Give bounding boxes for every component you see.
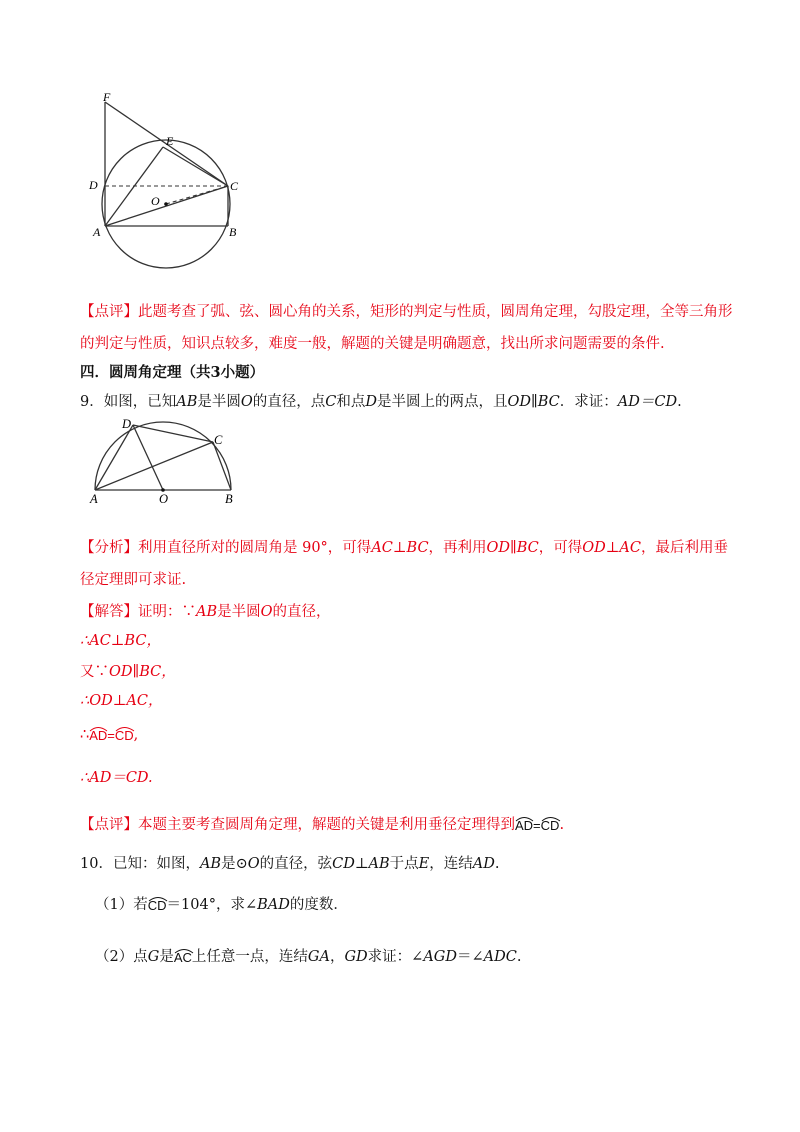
label-o: O [151, 194, 160, 208]
q10-end: . [494, 856, 500, 872]
label-a: A [90, 492, 98, 506]
label-b: B [225, 492, 233, 506]
solution-intro: 证明：∵ [138, 604, 196, 620]
comment-2 [80, 813, 564, 834]
q9-c: C [325, 394, 337, 410]
solution-step-2 [80, 660, 176, 681]
q10-part-2-end: . [516, 949, 522, 965]
q10-part-1-angle: BAD [257, 897, 290, 913]
solution-tag: 【解答】 [80, 604, 138, 620]
q9-text [80, 390, 682, 411]
q10-part-1-text: ＝104°，求∠ [166, 897, 258, 913]
q9-number: 9． [80, 394, 104, 410]
solution-intro-c: 的直径， [272, 604, 331, 620]
q9-text-c: 的直径，点 [252, 394, 326, 410]
solution-o: O [260, 604, 273, 620]
label-e: E [166, 134, 174, 148]
q10-part-1 [95, 893, 348, 914]
q10-number: 10． [80, 856, 113, 872]
analysis-text-c: ，再利用 [428, 540, 487, 556]
q9-ab: AB [176, 394, 198, 410]
q10-ab: AB [199, 856, 222, 872]
q9-text-f: ．求证： [559, 394, 618, 410]
comment-2-arc-equation: AD=CD [515, 816, 559, 832]
solution-step-1: ∴AC⊥BC， [80, 633, 161, 649]
arc-mark [148, 894, 168, 902]
q10-part-1-end: 的度数． [289, 897, 348, 913]
q9-text-b: 是半圆 [197, 394, 241, 410]
comment-1-tag: 【点评】 [80, 304, 138, 320]
q10-part-2-ga: GA [307, 949, 330, 965]
q10-ad: AD [472, 856, 495, 872]
q9-goal: AD＝CD [617, 394, 678, 410]
segment-ac [95, 442, 213, 490]
q10-part-2 [95, 945, 521, 966]
solution-step-5: ∴AD＝CD. [80, 770, 153, 786]
q9-condition: OD∥BC [507, 394, 560, 410]
q9-o: O [240, 394, 253, 410]
q10-part-2-agd: AGD [423, 949, 458, 965]
label-c: C [230, 179, 239, 193]
figure-1 [80, 88, 260, 273]
q10-arc-cd: CD [148, 896, 167, 912]
comment-2-tag: 【点评】 [80, 817, 138, 833]
analysis-od-ac: OD⊥AC [582, 540, 641, 556]
q9-text-a: 如图，已知 [103, 394, 177, 410]
figure-2 [85, 412, 240, 508]
label-b: B [229, 225, 237, 239]
q10-text [80, 852, 499, 873]
arc-marks [89, 724, 135, 732]
analysis-text-a: 利用直径所对的圆周角是 90°，可得 [138, 540, 372, 556]
arc-mark [174, 946, 194, 954]
q9-d: D [365, 394, 378, 410]
q9-text-d: 和点 [336, 394, 366, 410]
comment-1-text-2: 的判定与性质，知识点较多，难度一般，解题的关键是明确题意，找出所求问题需要的条件. [80, 336, 665, 352]
segment-cb [213, 442, 231, 490]
q10-arc-ac: AC [174, 948, 192, 964]
q9-text-e: 是半圆上的两点，且 [377, 394, 508, 410]
solution-step-4-prefix: ∴ [80, 727, 90, 743]
analysis-od-bc: OD∥BC [486, 540, 539, 556]
solution-intro-b: 是半圆 [217, 604, 261, 620]
q10-part-2-adc: ADC [483, 949, 517, 965]
label-f: F [103, 90, 111, 104]
point-o [164, 202, 168, 206]
q10-part-2-is: 是 [159, 949, 174, 965]
q10-part-2-comma: ， [329, 949, 345, 965]
solution-step-3: ∴OD⊥AC， [80, 693, 163, 709]
q10-cd-ab: CD⊥AB [332, 856, 390, 872]
analysis-ac-bc: AC⊥BC [371, 540, 429, 556]
q10-part-2-text: 上任意一点，连结 [191, 949, 308, 965]
comment-1-line-2 [80, 332, 665, 353]
q9-end: . [677, 394, 682, 410]
label-c: C [214, 433, 223, 447]
solution-ab: AB [196, 604, 218, 620]
solution-arc-equation: AD=CD [89, 726, 133, 742]
comment-2-end: . [559, 817, 565, 833]
solution-step-4 [80, 726, 138, 743]
analysis-text-g: ，最后利用垂 [641, 540, 728, 556]
analysis-tag: 【分析】 [80, 540, 138, 556]
label-d: D [122, 417, 132, 431]
label-d: D [89, 178, 98, 192]
q10-text-e: ，连结 [429, 856, 473, 872]
segment-ad [95, 425, 133, 490]
arc-marks [515, 814, 561, 822]
q10-part-2-g: G [147, 949, 160, 965]
label-a: A [93, 225, 101, 239]
segment-od [133, 425, 163, 490]
q10-part-2-eq: ＝∠ [457, 949, 484, 965]
q10-part-1-number: （1）若 [95, 897, 148, 913]
segment-ac [105, 186, 228, 226]
analysis-line-1 [80, 536, 728, 557]
solution-line-1 [80, 600, 331, 621]
solution-step-4-suffix: , [133, 727, 139, 743]
analysis-line-2: 径定理即可求证. [80, 572, 187, 588]
q10-text-c: 的直径，弦 [259, 856, 333, 872]
comment-1-line-1 [80, 300, 733, 321]
q10-e: E [418, 856, 430, 872]
analysis-text-e: ，可得 [538, 540, 583, 556]
solution-step-2-prefix: 又∵ [80, 664, 109, 680]
section-title: 四．圆周角定理（共3小题） [80, 364, 265, 381]
q10-text-d: 于点 [389, 856, 419, 872]
label-o: O [159, 492, 169, 506]
comment-2-text: 本题主要考查圆周角定理，解题的关键是利用垂径定理得到 [138, 817, 515, 833]
q10-o: O [247, 856, 260, 872]
q10-text-b: 是⊙ [221, 856, 248, 872]
q10-text-a: 已知：如图， [112, 856, 200, 872]
q10-part-2-number: （2）点 [95, 949, 148, 965]
comment-1-text-1: 此题考查了弧、弦、圆心角的关系，矩形的判定与性质，圆周角定理，勾股定理，全等三角形 [138, 304, 733, 320]
q10-part-2-gd: GD [344, 949, 368, 965]
solution-step-2-cond: OD∥BC， [109, 664, 176, 680]
q10-part-2-prove: 求证：∠ [367, 949, 424, 965]
